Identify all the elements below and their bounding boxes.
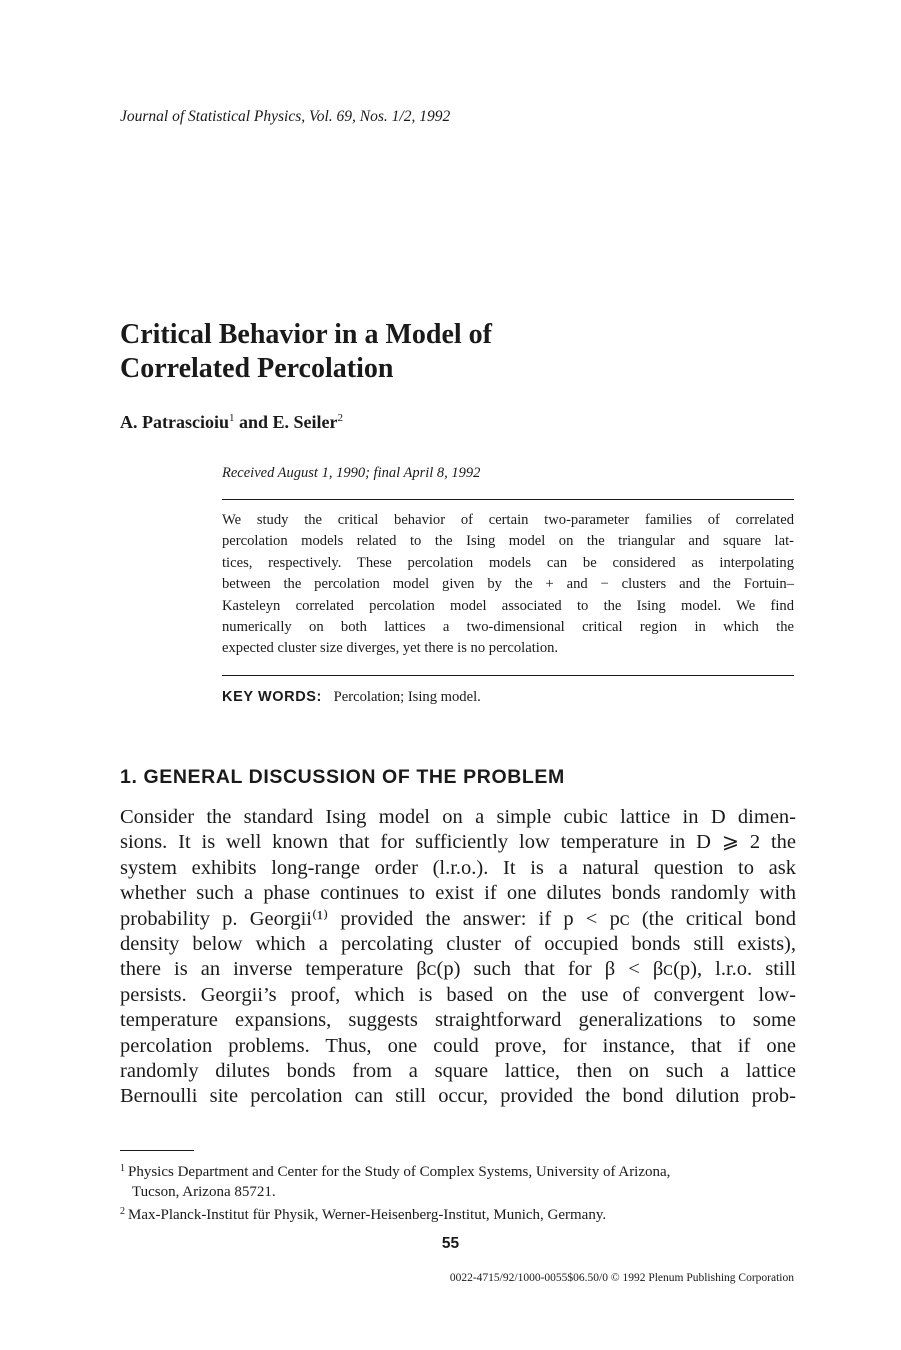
page-number: 55 xyxy=(441,1235,460,1252)
footnote-mark: 2 xyxy=(120,1206,125,1217)
footnote-1-continued: Tucson, Arizona 85721. xyxy=(132,1184,276,1200)
keywords xyxy=(222,689,481,706)
author-name: E. Seiler xyxy=(272,412,338,432)
body-line: whether such a phase continues to exist if one dilutes bonds randomly with xyxy=(120,882,796,905)
title-line-2: Correlated Percolation xyxy=(120,353,394,384)
journal-citation: Journal of Statistical Physics, Vol. 69, Nos. 1/2, 1992 xyxy=(120,108,451,125)
abstract-bottom-rule xyxy=(222,675,794,676)
abstract-line: expected cluster size diverges, yet there is no percolation. xyxy=(222,640,559,657)
body-line: Consider the standard Ising model on a simple cubic lattice in D dimen- xyxy=(120,806,796,828)
author-line xyxy=(120,412,343,433)
footnote-mark: 1 xyxy=(120,1163,125,1174)
abstract-top-rule xyxy=(222,499,794,500)
body-line: there is an inverse temperature βᴄ(p) such that for β < βᴄ(p), l.r.o. still xyxy=(120,958,796,981)
body-line: density below which a percolating cluster of occupied bonds still exists), xyxy=(120,933,796,956)
footnotes xyxy=(120,1159,796,1225)
body-line: persists. Georgii’s proof, which is based on the use of convergent low- xyxy=(120,983,796,1006)
copyright-line: 0022-4715/92/1000-0055$06.50/0 © 1992 Plenum Publishing Corporation xyxy=(449,1272,794,1284)
abstract-line: tices, respectively. These percolation models can be considered as interpolating xyxy=(222,554,794,571)
affiliation-mark: 1 xyxy=(228,412,235,424)
keywords-label: KEY WORDS: xyxy=(222,689,322,705)
keywords-value: Percolation; Ising model. xyxy=(333,689,481,705)
abstract-line: We study the critical behavior of certain two-parameter families of correlated xyxy=(222,512,794,528)
abstract-line: percolation models related to the Ising model on the triangular and square lat- xyxy=(222,533,794,550)
affiliation-mark: 2 xyxy=(337,412,344,424)
footnote-rule xyxy=(120,1150,194,1151)
footnote-text: Max-Planck-Institut für Physik, Werner-Heisenberg-Institut, Munich, Germany. xyxy=(128,1207,607,1223)
received-dates: Received August 1, 1990; final April 8, 1992 xyxy=(222,465,481,481)
footnote-2 xyxy=(120,1202,796,1225)
body-line: randomly dilutes bonds from a square lattice, then on such a lattice xyxy=(120,1060,796,1083)
author-name: A. Patrascioiu xyxy=(120,412,229,432)
abstract-line: between the percolation model given by the + and − clusters and the Fortuin– xyxy=(222,576,794,593)
paper-title xyxy=(120,318,760,386)
body-line: probability p. Georgii⁽¹⁾ provided the answer: if p < pᴄ (the critical bond xyxy=(120,907,796,930)
body-line: sions. It is well known that for sufficiently low temperature in D ⩾ 2 the xyxy=(120,831,796,854)
body-line: percolation problems. Thus, one could prove, for instance, that if one xyxy=(120,1034,796,1057)
abstract-line: Kasteleyn correlated percolation model associated to the Ising model. We find xyxy=(222,597,794,614)
section-heading: 1. GENERAL DISCUSSION OF THE PROBLEM xyxy=(120,766,565,788)
title-line-1: Critical Behavior in a Model of xyxy=(120,319,492,350)
body-line: system exhibits long-range order (l.r.o.). It is a natural question to ask xyxy=(120,856,796,879)
body-line: Bernoulli site percolation can still occur, provided the bond dilution prob- xyxy=(120,1085,796,1108)
body-line: temperature expansions, suggests straightforward generalizations to some xyxy=(120,1009,796,1032)
body-text xyxy=(120,805,796,1110)
author-connector: and xyxy=(238,412,269,432)
footnote-1 xyxy=(120,1159,796,1182)
abstract xyxy=(222,510,794,660)
footnote-text: Physics Department and Center for the Study of Complex Systems, University of Arizona, xyxy=(128,1164,671,1180)
abstract-line: numerically on both lattices a two-dimensional critical region in which the xyxy=(222,619,794,636)
